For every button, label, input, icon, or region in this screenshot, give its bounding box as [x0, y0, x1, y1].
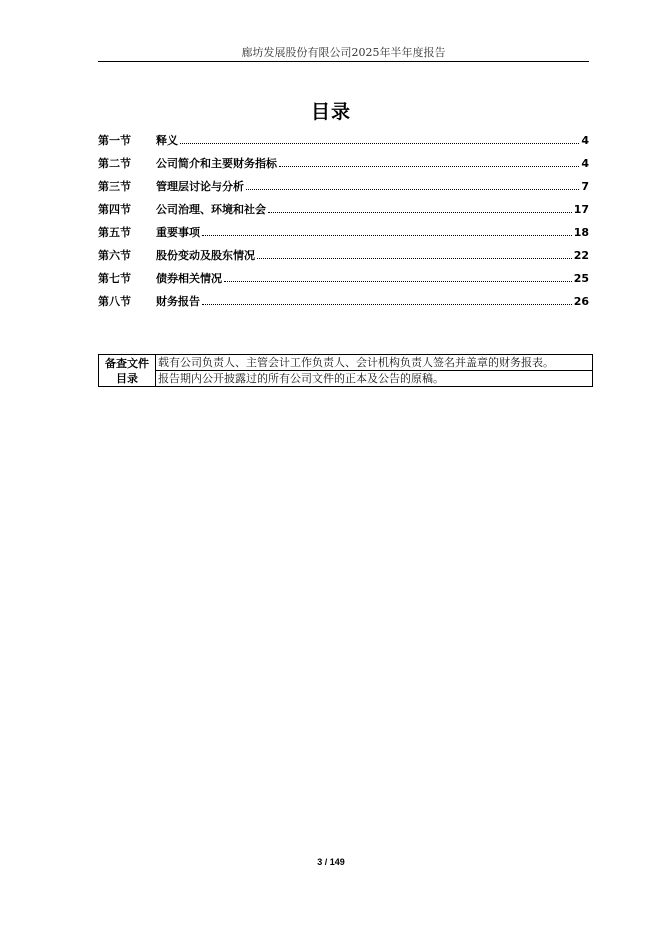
toc-section-number: 第一节 [98, 134, 131, 147]
toc-entry[interactable] [98, 291, 589, 311]
toc-leader-dots [246, 189, 579, 190]
toc-section-name: 公司简介和主要财务指标 [156, 157, 277, 170]
toc-section-number: 第五节 [98, 226, 131, 239]
toc-leader-dots [202, 304, 572, 305]
toc-title: 目录 [310, 101, 351, 123]
toc-page-number: 17 [573, 202, 589, 216]
toc-section-name: 重要事项 [156, 226, 200, 239]
toc-entry[interactable] [98, 153, 589, 173]
toc-leader-dots [180, 143, 579, 144]
toc-entry[interactable] [98, 222, 589, 242]
toc-entry[interactable] [98, 199, 589, 219]
toc-entry[interactable] [98, 245, 589, 265]
table-row [99, 355, 593, 371]
toc-leader-dots [224, 281, 572, 282]
toc-section-number: 第二节 [98, 157, 131, 170]
toc-page-number: 7 [581, 179, 589, 193]
reference-documents-label [99, 355, 156, 387]
page-indicator: 3 / 149 [317, 857, 345, 867]
reference-label-line: 备查文件 [105, 356, 149, 370]
toc-page-number: 25 [573, 271, 589, 285]
toc-entry[interactable] [98, 268, 589, 288]
header-divider [98, 61, 589, 62]
toc-page-number: 22 [573, 248, 589, 262]
reference-documents-table [98, 354, 593, 387]
toc-section-name: 股份变动及股东情况 [156, 249, 255, 262]
toc-section-name: 管理层讨论与分析 [156, 180, 244, 193]
reference-label-line: 目录 [116, 371, 138, 385]
toc-page-number: 4 [581, 156, 589, 170]
toc-leader-dots [279, 166, 579, 167]
toc-page-number: 4 [581, 133, 589, 147]
toc-page-number: 26 [573, 294, 589, 308]
toc-section-number: 第三节 [98, 180, 131, 193]
toc-section-name: 债券相关情况 [156, 272, 222, 285]
toc-entry[interactable] [98, 130, 589, 150]
toc-entry[interactable] [98, 176, 589, 196]
running-header: 廊坊发展股份有限公司2025年半年度报告 [241, 46, 446, 59]
toc-section-name: 释义 [156, 134, 178, 147]
toc-leader-dots [257, 258, 572, 259]
table-row [99, 371, 593, 387]
toc-section-number: 第八节 [98, 295, 131, 308]
reference-document-item: 报告期内公开披露过的所有公司文件的正本及公告的原稿。 [156, 371, 593, 387]
toc-leader-dots [268, 212, 572, 213]
reference-document-item: 载有公司负责人、主管会计工作负责人、会计机构负责人签名并盖章的财务报表。 [156, 355, 593, 371]
toc-section-number: 第四节 [98, 203, 131, 216]
toc-section-name: 财务报告 [156, 295, 200, 308]
toc-page-number: 18 [573, 225, 589, 239]
toc-leader-dots [202, 235, 572, 236]
toc-section-name: 公司治理、环境和社会 [156, 203, 266, 216]
toc-section-number: 第七节 [98, 272, 131, 285]
toc-section-number: 第六节 [98, 249, 131, 262]
